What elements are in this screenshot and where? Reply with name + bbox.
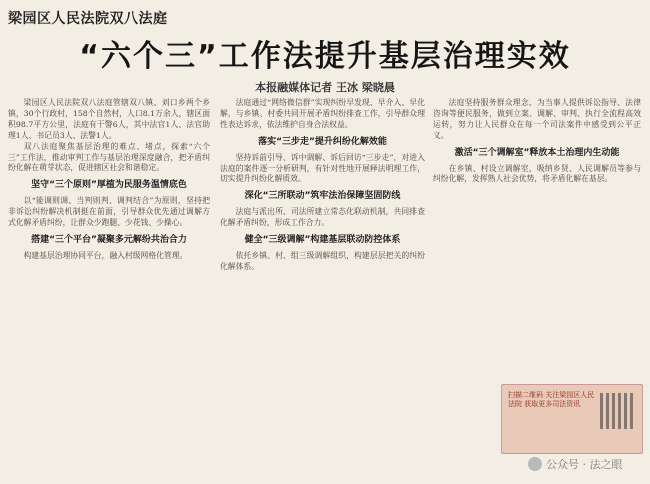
section-heading: 深化“三所联动”筑牢法治保障坚固防线 [244,191,401,202]
column-2 [220,98,425,470]
column-1 [8,98,210,470]
kicker: 梁园区人民法院双八法庭 [8,11,168,27]
paragraph: 构建基层治理协同平台，融入村级网格化管理。 [23,250,188,260]
paragraph: 依托乡镇、村、组三级调解组织，构建层层把关的纠纷化解体系。 [220,250,425,271]
paragraph: 法庭与派出所、司法所建立常态化联动机制，共同排查化解矛盾纠纷，形成工作合力。 [220,207,425,228]
paragraph: 双八法庭聚焦基层治理的难点、堵点，探索“六个三”工作法，推动审判工作与基层治理深度融合，把矛盾纠纷化解在萌芽状态，促进辖区社会和谐稳定。 [8,141,210,173]
watermark-text: 公众号 · 法之眼 [546,458,623,471]
section-heading: 激活“三个调解室”释放本土治理内生动能 [454,147,620,158]
byline: 本报融媒体记者 王冰 梁晓晨 [255,81,395,94]
headline: “六个三”工作法提升基层治理实效 [79,39,571,74]
section-heading: 坚守“三个原则”厚植为民服务温情底色 [31,180,187,191]
watermark [528,456,623,472]
promo-text: 扫描二维码 关注梁园区人民法院 获取更多司法资讯 [508,391,595,408]
promo-box [501,384,643,454]
qr-code-icon [600,393,636,429]
wechat-icon [528,457,542,471]
paragraph: 法庭坚持服务群众理念，为当事人提供诉讼指导、法律咨询等便民服务，做到立案、调解、审判、执行全流程高效运转，努力让人民群众在每一个司法案件中感受到公平正义。 [433,98,641,140]
paragraph: 以“能调则调、当判则判、调判结合”为原则，坚持把非诉讼纠纷解决机制挺在前面，引导群众优先通过调解方式化解矛盾纠纷，让群众少跑腿、少花钱、少操心。 [8,196,210,228]
section-heading: 搭建“三个平台”凝聚多元解纷共治合力 [31,234,187,245]
section-heading: 落实“三步走”提升纠纷化解效能 [258,136,387,147]
paragraph: 梁园区人民法院双八法庭管辖双八镇、刘口乡两个乡镇，30个行政村，158个自然村，人口8.1万余人，辖区面积98.7平方公里，法庭有干警6人，其中法官1人、法官助理1人、书记员3人、法警1人。 [8,98,210,140]
section-heading: 健全“三级调解”构建基层联动防控体系 [244,235,401,246]
paragraph: 在乡镇、村设立调解室，吸纳乡贤、人民调解员等参与纠纷化解，发挥熟人社会优势，将矛盾化解在基层。 [433,163,641,184]
paragraph: 坚持诉前引导、诉中调解、诉后回访“三步走”，对进入法庭的案件逐一分析研判，有针对性地开展释法明理工作，切实提升纠纷化解质效。 [220,152,425,184]
column-3 [433,98,641,378]
paragraph: 法庭通过“网络微信群”实现纠纷早发现、早介入、早化解，与乡镇、村委共同开展矛盾纠纷排查工作，引导群众理性表达诉求，依法维护自身合法权益。 [220,98,425,129]
